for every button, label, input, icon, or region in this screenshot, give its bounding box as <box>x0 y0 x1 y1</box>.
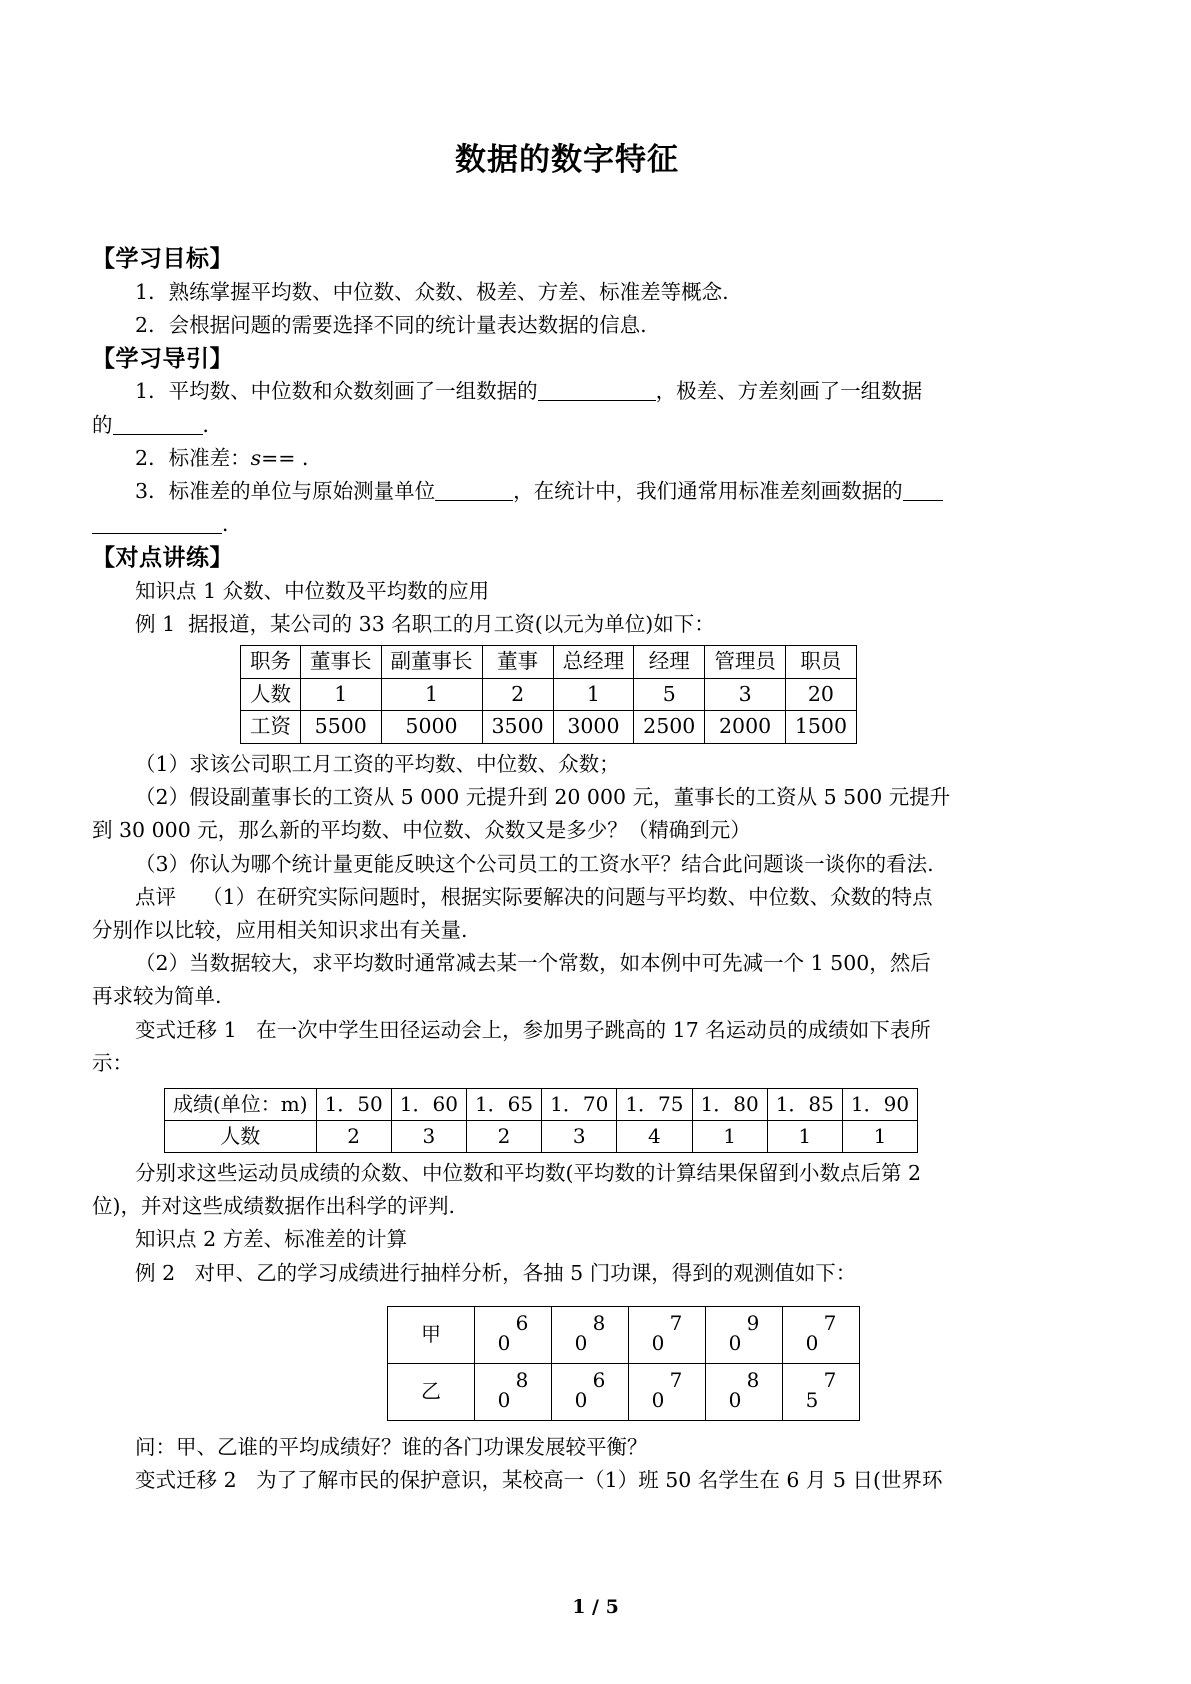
guide-item-3 <box>92 475 1042 508</box>
guide-item-3-text-c: ． <box>222 512 243 537</box>
variant-1-intro-line2: 示： <box>92 1050 133 1075</box>
fill-blank[interactable] <box>92 533 222 534</box>
guide-item-1-cont <box>92 409 1042 442</box>
table-cell: 1．70 <box>542 1089 617 1121</box>
guide-item-3-cont <box>92 508 1042 541</box>
table-cell: 1 <box>381 678 482 711</box>
table-row <box>388 1363 860 1420</box>
score-value: 8 0 <box>728 1368 760 1413</box>
guide-item-1-text-b: ，极差、方差刻画了一组数据 <box>655 379 923 404</box>
table-cell: 职员 <box>785 646 856 679</box>
table-cell <box>552 1306 629 1363</box>
highjump-table <box>164 1088 918 1153</box>
table-cell: 5500 <box>301 711 382 744</box>
score-value: 8 0 <box>574 1311 606 1356</box>
table-cell: 1 <box>301 678 382 711</box>
example-2-text: 对甲、乙的学习成绩进行抽样分析，各抽 5 门功课，得到的观测值如下： <box>194 1260 857 1285</box>
table-cell <box>475 1306 552 1363</box>
comment-line-1 <box>92 881 1042 914</box>
fill-blank[interactable] <box>113 434 203 435</box>
page-title: 数据的数字特征 <box>455 142 679 178</box>
guide-item-2-text: 2．标准差： <box>135 445 251 470</box>
row-label-jia: 甲 <box>388 1306 475 1363</box>
variant-2-intro <box>92 1464 1042 1497</box>
table-cell: 成绩(单位：m) <box>165 1089 317 1121</box>
guide-item-1-text-a: 1．平均数、中位数和众数刻画了一组数据的 <box>135 379 538 404</box>
score-value: 7 0 <box>651 1311 683 1356</box>
table-row <box>241 711 857 744</box>
variant-1-intro <box>92 1014 1042 1047</box>
comment-text-1: （1）在研究实际问题时，根据实际要解决的问题与平均数、中位数、众数的特点 <box>202 884 933 909</box>
table-cell: 1500 <box>785 711 856 744</box>
example-1-question-1: （1）求该公司职工月工资的平均数、中位数、众数； <box>135 752 620 777</box>
knowledge-point-2: 知识点 2 方差、标准差的计算 <box>135 1227 408 1252</box>
table-row <box>388 1306 860 1363</box>
table-cell <box>475 1363 552 1420</box>
table-cell: 人数 <box>165 1121 317 1153</box>
section-heading-practice: 【对点讲练】 <box>92 544 233 572</box>
example-1-intro <box>92 608 1042 641</box>
section-heading-objectives: 【学习目标】 <box>92 245 233 273</box>
example-1-label: 例 1 <box>135 611 176 636</box>
score-value: 7 0 <box>805 1311 837 1356</box>
table-cell: 工资 <box>241 711 301 744</box>
scores-table <box>387 1306 860 1421</box>
objective-item-2: 2．会根据问题的需要选择不同的统计量表达数据的信息. <box>135 312 647 337</box>
table-cell: 1．60 <box>391 1089 466 1121</box>
table-cell: 1．75 <box>617 1089 692 1121</box>
table-cell: 总经理 <box>553 646 634 679</box>
guide-item-1 <box>92 375 1042 408</box>
example-2-label: 例 2 <box>135 1260 176 1285</box>
table-cell <box>629 1306 706 1363</box>
knowledge-point-1: 知识点 1 众数、中位数及平均数的应用 <box>135 578 490 603</box>
example-1-question-2-line2: 到 30 000 元，那么新的平均数、中位数、众数又是多少？（精确到元） <box>92 818 751 843</box>
guide-item-1-text-d: ． <box>202 412 223 437</box>
table-cell: 1．90 <box>842 1089 917 1121</box>
table-cell: 4 <box>617 1121 692 1153</box>
table-cell: 副董事长 <box>381 646 482 679</box>
table-cell: 2500 <box>634 711 705 744</box>
salary-table-wrapper <box>240 645 1042 744</box>
table-cell: 2 <box>316 1121 391 1153</box>
table-cell: 人数 <box>241 678 301 711</box>
variant-1-label: 变式迁移 1 <box>135 1017 237 1042</box>
fill-blank[interactable] <box>435 500 513 501</box>
table-cell: 职务 <box>241 646 301 679</box>
comment-line-4: 再求较为简单. <box>92 984 222 1009</box>
variable-s: s <box>250 445 262 470</box>
title-spacer <box>92 180 1042 242</box>
fill-blank[interactable] <box>903 500 943 501</box>
table-cell: 1 <box>553 678 634 711</box>
table-row <box>165 1089 918 1121</box>
table-row <box>241 646 857 679</box>
score-value: 6 0 <box>574 1368 606 1413</box>
table-cell <box>629 1363 706 1420</box>
guide-item-3-text-a: 3．标准差的单位与原始测量单位 <box>135 479 436 503</box>
table-cell: 1．65 <box>466 1089 541 1121</box>
guide-item-3-text-b: ，在统计中，我们通常用标准差刻画数据的 <box>513 479 903 503</box>
table-cell: 1．80 <box>692 1089 767 1121</box>
example-2-intro <box>92 1257 1042 1290</box>
score-value: 6 0 <box>497 1311 529 1356</box>
score-value: 8 0 <box>497 1368 529 1413</box>
score-value: 7 0 <box>651 1368 683 1413</box>
table-cell: 3 <box>705 678 786 711</box>
table-cell: 2 <box>482 678 553 711</box>
comment-label: 点评 <box>135 884 177 909</box>
table-cell: 5000 <box>381 711 482 744</box>
variant-1-after-line2: 位)，并对这些成绩数据作出科学的评判. <box>92 1194 456 1219</box>
table-cell <box>706 1363 783 1420</box>
guide-item-1-text-c: 的 <box>92 412 113 437</box>
table-cell: 2 <box>466 1121 541 1153</box>
highjump-table-wrapper <box>164 1088 1042 1153</box>
table-cell: 1．85 <box>767 1089 842 1121</box>
table-row <box>165 1121 918 1153</box>
section-heading-guide: 【学习导引】 <box>92 345 233 373</box>
table-cell: 经理 <box>634 646 705 679</box>
salary-table <box>240 645 857 744</box>
table-cell <box>706 1306 783 1363</box>
comment-line-2: 分别作以比较，应用相关知识求出有关量. <box>92 918 468 943</box>
example-2-question: 问：甲、乙谁的平均成绩好？谁的各门功课发展较平衡？ <box>135 1434 648 1459</box>
table-cell: 2000 <box>705 711 786 744</box>
example-1-text: 据报道，某公司的 33 名职工的月工资(以元为单位)如下： <box>188 611 715 636</box>
row-label-yi: 乙 <box>388 1363 475 1420</box>
scores-table-wrapper <box>387 1306 1042 1421</box>
variant-2-label: 变式迁移 2 <box>135 1468 237 1493</box>
table-cell: 管理员 <box>705 646 786 679</box>
guide-item-2 <box>92 442 1042 475</box>
example-1-question-2-line1: （2）假设副董事长的工资从 5 000 元提升到 20 000 元，董事长的工资从 5 500 元提升 <box>135 785 951 810</box>
table-cell: 3000 <box>553 711 634 744</box>
table-cell <box>783 1363 860 1420</box>
comment-line-3: （2）当数据较大，求平均数时通常减去某一个常数，如本例中可先减一个 1 500，然后 <box>135 951 931 976</box>
objective-item-1: 1．熟练掌握平均数、中位数、众数、极差、方差、标准差等概念. <box>135 279 729 304</box>
table-cell: 董事长 <box>301 646 382 679</box>
table-cell: 20 <box>785 678 856 711</box>
score-value: 7 5 <box>805 1368 837 1413</box>
variant-2-text: 为了了解市民的保护意识，某校高一（1）班 50 名学生在 6 月 5 日(世界环 <box>256 1468 943 1493</box>
table-cell: 1 <box>767 1121 842 1153</box>
table-cell: 1 <box>842 1121 917 1153</box>
table-cell <box>552 1363 629 1420</box>
document-content <box>92 0 1042 1497</box>
example-1-question-3: （3）你认为哪个统计量更能反映这个公司员工的工资水平？结合此问题谈一谈你的看法. <box>135 851 934 876</box>
score-value: 9 0 <box>728 1311 760 1356</box>
table-cell: 5 <box>634 678 705 711</box>
table-cell: 1 <box>692 1121 767 1153</box>
guide-item-2-eq: == ． <box>261 445 323 470</box>
fill-blank[interactable] <box>538 400 656 401</box>
table-cell: 3 <box>391 1121 466 1153</box>
table-cell: 董事 <box>482 646 553 679</box>
table-cell: 3500 <box>482 711 553 744</box>
table-row <box>241 678 857 711</box>
variant-1-after-line1: 分别求这些运动员成绩的众数、中位数和平均数(平均数的计算结果保留到小数点后第 2 <box>135 1161 922 1186</box>
table-cell: 1．50 <box>316 1089 391 1121</box>
table-cell <box>783 1306 860 1363</box>
variant-1-text: 在一次中学生田径运动会上，参加男子跳高的 17 名运动员的成绩如下表所 <box>256 1017 931 1042</box>
page-footer: 1 / 5 <box>572 1596 619 1618</box>
table-cell: 3 <box>542 1121 617 1153</box>
